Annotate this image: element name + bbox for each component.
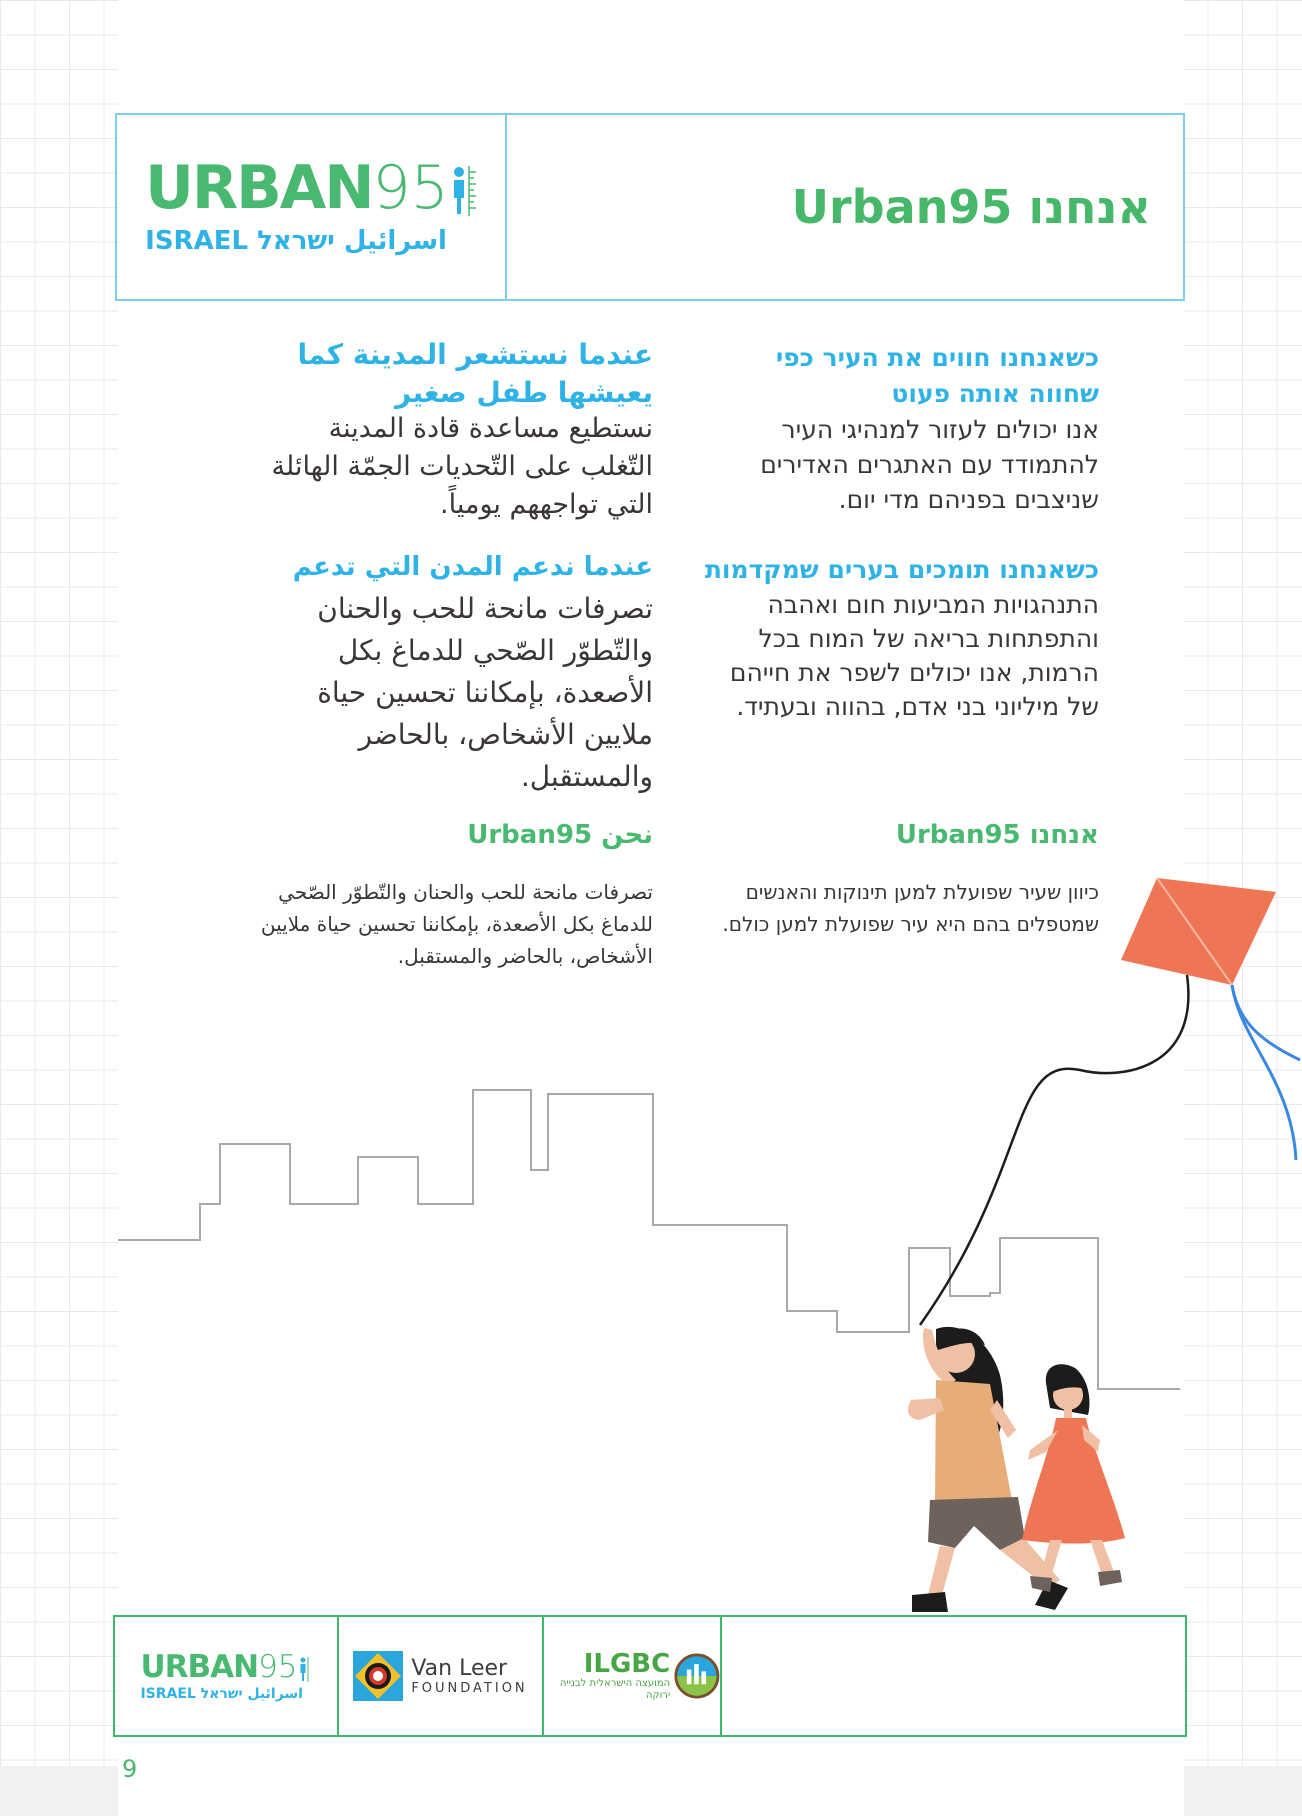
- ilgbc-name: ILGBC: [583, 1649, 671, 1679]
- ar-heading-2: عندما ندعم المدن التي تدعم: [292, 552, 653, 582]
- ar-heading-3: نحن Urban95: [467, 820, 653, 850]
- page-title: אנחנו Urban95: [791, 180, 1151, 234]
- ar-body-2: تصرفات مانحة للحب والحنان والتّطوّر الصّحي للدماغ بكل الأصعدة، بإمكاننا تحسين حياة ملايين الأشخاص، بالحاضر والمستقبل.: [317, 592, 653, 793]
- he-body-1: אנו יכולים לעזור למנהיגי העיר להתמודד עם האתגרים האדירים שניצבים בפניהם מדי יום.: [760, 415, 1099, 514]
- footer-logo-child-ruler-icon: [298, 1655, 312, 1683]
- logo-child-ruler-icon: [449, 162, 477, 218]
- ilgbc-logo: [544, 1650, 720, 1702]
- footer-empty-cell: [722, 1617, 1185, 1735]
- logo-number: 95: [372, 153, 449, 223]
- vanleer-name: Van Leer: [411, 1655, 508, 1681]
- footer-vanleer-cell: [339, 1617, 544, 1735]
- page-number: 9: [122, 1755, 138, 1783]
- he-heading-2: כשאנחנו תומכים בערים שמקדמות: [704, 555, 1099, 584]
- he-body-3: כיוון שעיר שפועלת למען תינוקות והאנשים שמטפלים בהם היא עיר שפועלת למען כולם.: [722, 880, 1099, 936]
- partners-footer: [113, 1615, 1187, 1737]
- footer-urban95-logo: [140, 1648, 311, 1702]
- footer-urban95-cell: [115, 1617, 339, 1735]
- vanleer-subtitle: FOUNDATION: [411, 1680, 528, 1696]
- footer-logo-wordmark: URBAN: [140, 1648, 259, 1685]
- ar-body-3: تصرفات مانحة للحب والحنان والتّطوّر الصّحي للدماغ بكل الأصعدة، بإمكاننا تحسين حياة ملايين الأشخاص، بالحاضر والمستقبل.: [260, 880, 653, 968]
- ar-body-1: نستطيع مساعدة قادة المدينة التّغلب على التّحديات الجمّة الهائلة التي تواجههم يومياً.: [271, 413, 653, 520]
- ilgbc-emblem-icon: [674, 1651, 720, 1701]
- city-skyline-outline: [118, 1090, 1180, 1389]
- vanleer-logo: [353, 1651, 527, 1701]
- vanleer-emblem-icon: [353, 1651, 403, 1701]
- logo-wordmark: URBAN: [145, 153, 373, 223]
- he-body-2: התנהגויות המביעות חום ואהבה והתפתחות בריאה של המוח בכל הרמות, אנו יכולים לשפר את חייהם של מיליוני בני אדם, בהווה ובעתיד.: [729, 590, 1099, 721]
- logo-subtitle: ISRAEL اسرائيل ישראל: [145, 226, 447, 256]
- urban95-logo: [145, 153, 477, 256]
- header-box: [115, 113, 1185, 301]
- header-title-cell: [507, 115, 1183, 299]
- ilgbc-subtitle: המועצה הישראלית לבנייה ירוקה: [559, 1678, 671, 1701]
- ar-heading-1: عندما نستشعر المدينة كما يعيشها طفل صغير: [297, 338, 653, 409]
- footer-logo-subtitle: ISRAEL اسرائيل ישראל: [140, 1685, 303, 1702]
- kite-icon: [920, 878, 1300, 1325]
- city-kite-illustration: [0, 860, 1302, 1620]
- footer-logo-number: 95: [258, 1648, 298, 1685]
- he-heading-3: אנחנו Urban95: [895, 820, 1099, 850]
- he-heading-1: כשאנחנו חווים את העיר כפי שחווה אותה פעוט: [775, 343, 1099, 408]
- header-logo-cell: [117, 115, 507, 299]
- footer-ilgbc-cell: [544, 1617, 722, 1735]
